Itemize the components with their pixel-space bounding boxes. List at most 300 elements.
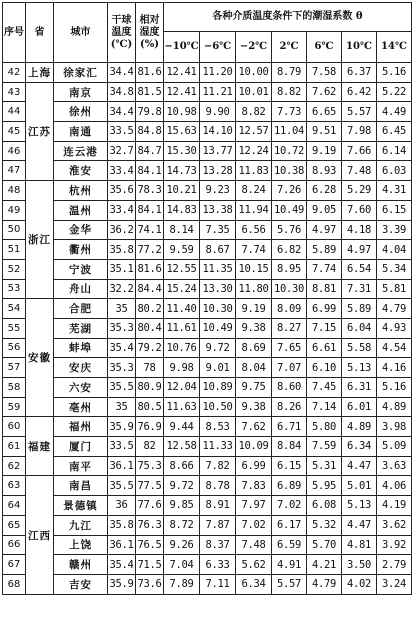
col-header-dry-temp bbox=[108, 3, 136, 63]
row-index: 46 bbox=[3, 141, 26, 161]
rel-humidity-cell: 77.2 bbox=[136, 240, 164, 260]
coef-cell-2: 8.69 bbox=[236, 338, 272, 358]
coef-cell-6: 3.63 bbox=[377, 456, 412, 476]
coef-cell-0: 14.73 bbox=[164, 161, 200, 181]
coef-cell-6: 4.89 bbox=[377, 397, 412, 417]
coef-cell-6: 5.09 bbox=[377, 437, 412, 457]
coef-cell-3: 10.38 bbox=[272, 161, 307, 181]
coef-cell-2: 9.19 bbox=[236, 299, 272, 319]
col-header-temp-6: 14℃ bbox=[377, 32, 412, 63]
coef-cell-2: 6.99 bbox=[236, 456, 272, 476]
dry-temp-cell: 35.4 bbox=[108, 338, 136, 358]
table-body bbox=[3, 63, 412, 595]
coef-cell-0: 12.55 bbox=[164, 259, 200, 279]
province-cell: 上海 bbox=[26, 63, 54, 83]
dry-temp-cell: 35.3 bbox=[108, 318, 136, 338]
coef-cell-5: 3.50 bbox=[342, 555, 377, 575]
coef-cell-1: 13.38 bbox=[200, 200, 236, 220]
coef-cell-6: 5.16 bbox=[377, 63, 412, 83]
rel-humidity-cell: 73.6 bbox=[136, 574, 164, 594]
coef-cell-0: 10.98 bbox=[164, 102, 200, 122]
col-header-temp-4: 6℃ bbox=[307, 32, 342, 63]
dry-temp-cell: 35.8 bbox=[108, 515, 136, 535]
row-index: 52 bbox=[3, 259, 26, 279]
coef-cell-4: 7.58 bbox=[307, 63, 342, 83]
coef-cell-6: 3.92 bbox=[377, 535, 412, 555]
dry-temp-cell: 34.4 bbox=[108, 63, 136, 83]
table-row bbox=[3, 299, 412, 319]
coef-cell-1: 11.20 bbox=[200, 63, 236, 83]
coef-cell-2: 9.75 bbox=[236, 378, 272, 398]
coef-cell-3: 6.59 bbox=[272, 535, 307, 555]
coef-cell-5: 4.02 bbox=[342, 574, 377, 594]
coef-cell-0: 15.24 bbox=[164, 279, 200, 299]
coef-cell-3: 8.79 bbox=[272, 63, 307, 83]
dry-temp-cell: 36.1 bbox=[108, 456, 136, 476]
table-row bbox=[3, 378, 412, 398]
province-cell: 浙江 bbox=[26, 181, 54, 299]
dry-temp-cell: 35.3 bbox=[108, 358, 136, 378]
row-index: 48 bbox=[3, 181, 26, 201]
coef-cell-3: 7.26 bbox=[272, 181, 307, 201]
table-row bbox=[3, 338, 412, 358]
coef-cell-3: 10.49 bbox=[272, 200, 307, 220]
coef-cell-6: 4.49 bbox=[377, 102, 412, 122]
province-cell: 江西 bbox=[26, 476, 54, 594]
row-index: 58 bbox=[3, 378, 26, 398]
coef-cell-0: 10.21 bbox=[164, 181, 200, 201]
coef-cell-5: 6.01 bbox=[342, 397, 377, 417]
coef-cell-6: 4.06 bbox=[377, 476, 412, 496]
coef-cell-5: 5.13 bbox=[342, 496, 377, 516]
row-index: 54 bbox=[3, 299, 26, 319]
table-row bbox=[3, 220, 412, 240]
coef-cell-6: 4.54 bbox=[377, 338, 412, 358]
coef-cell-0: 15.63 bbox=[164, 122, 200, 142]
coef-cell-3: 7.02 bbox=[272, 496, 307, 516]
dry-temp-cell: 35.9 bbox=[108, 417, 136, 437]
coef-cell-6: 5.16 bbox=[377, 378, 412, 398]
row-index: 57 bbox=[3, 358, 26, 378]
rel-humidity-cell: 81.6 bbox=[136, 259, 164, 279]
table-row bbox=[3, 574, 412, 594]
coef-cell-6: 4.16 bbox=[377, 358, 412, 378]
city-cell: 连云港 bbox=[54, 141, 108, 161]
dry-temp-cell: 35.6 bbox=[108, 181, 136, 201]
coef-cell-1: 9.23 bbox=[200, 181, 236, 201]
dry-temp-line1: 干球 bbox=[111, 14, 132, 26]
coef-cell-1: 7.82 bbox=[200, 456, 236, 476]
rel-humidity-cell: 84.1 bbox=[136, 200, 164, 220]
coef-cell-4: 4.21 bbox=[307, 555, 342, 575]
coef-cell-4: 5.80 bbox=[307, 417, 342, 437]
coef-cell-3: 7.07 bbox=[272, 358, 307, 378]
coef-cell-2: 7.74 bbox=[236, 240, 272, 260]
coef-cell-6: 6.45 bbox=[377, 122, 412, 142]
coef-cell-1: 10.30 bbox=[200, 299, 236, 319]
coef-cell-1: 7.87 bbox=[200, 515, 236, 535]
rel-humidity-cell: 81.6 bbox=[136, 63, 164, 83]
coef-cell-6: 6.03 bbox=[377, 161, 412, 181]
coef-cell-2: 11.80 bbox=[236, 279, 272, 299]
coef-cell-0: 9.85 bbox=[164, 496, 200, 516]
rel-humidity-cell: 80.4 bbox=[136, 318, 164, 338]
coef-cell-4: 7.14 bbox=[307, 397, 342, 417]
coef-cell-6: 6.15 bbox=[377, 200, 412, 220]
dry-temp-line3: (℃) bbox=[110, 38, 133, 50]
coef-cell-2: 8.24 bbox=[236, 181, 272, 201]
coef-cell-2: 6.56 bbox=[236, 220, 272, 240]
table-row bbox=[3, 555, 412, 575]
rel-humidity-cell: 84.1 bbox=[136, 161, 164, 181]
coef-cell-2: 8.82 bbox=[236, 102, 272, 122]
coef-cell-4: 5.32 bbox=[307, 515, 342, 535]
table-row bbox=[3, 259, 412, 279]
coef-cell-2: 7.97 bbox=[236, 496, 272, 516]
rel-humidity-cell: 71.5 bbox=[136, 555, 164, 575]
col-header-province: 省 bbox=[26, 3, 54, 63]
rel-humidity-cell: 78 bbox=[136, 358, 164, 378]
city-cell: 吉安 bbox=[54, 574, 108, 594]
row-index: 43 bbox=[3, 82, 26, 102]
coef-cell-5: 7.60 bbox=[342, 200, 377, 220]
rel-humidity-cell: 80.9 bbox=[136, 378, 164, 398]
coef-cell-5: 5.13 bbox=[342, 358, 377, 378]
coef-cell-1: 7.35 bbox=[200, 220, 236, 240]
col-header-index: 序号 bbox=[3, 3, 26, 63]
coef-cell-6: 4.04 bbox=[377, 240, 412, 260]
coef-cell-6: 4.93 bbox=[377, 318, 412, 338]
dry-temp-cell: 36.1 bbox=[108, 535, 136, 555]
row-index: 50 bbox=[3, 220, 26, 240]
humidity-coefficient-table bbox=[2, 2, 412, 595]
coef-cell-4: 6.08 bbox=[307, 496, 342, 516]
city-cell: 南京 bbox=[54, 82, 108, 102]
coef-cell-2: 7.48 bbox=[236, 535, 272, 555]
dry-temp-cell: 35.4 bbox=[108, 555, 136, 575]
coef-cell-5: 7.98 bbox=[342, 122, 377, 142]
city-cell: 九江 bbox=[54, 515, 108, 535]
table-row bbox=[3, 82, 412, 102]
row-index: 59 bbox=[3, 397, 26, 417]
coef-cell-5: 7.66 bbox=[342, 141, 377, 161]
coef-cell-1: 11.33 bbox=[200, 437, 236, 457]
coef-cell-6: 5.22 bbox=[377, 82, 412, 102]
col-header-temp-1: −6℃ bbox=[200, 32, 236, 63]
row-index: 47 bbox=[3, 161, 26, 181]
city-cell: 芜湖 bbox=[54, 318, 108, 338]
coef-cell-1: 11.35 bbox=[200, 259, 236, 279]
dry-temp-cell: 33.4 bbox=[108, 200, 136, 220]
dry-temp-cell: 35.5 bbox=[108, 378, 136, 398]
coef-cell-4: 8.93 bbox=[307, 161, 342, 181]
city-cell: 金华 bbox=[54, 220, 108, 240]
rel-humidity-cell: 75.3 bbox=[136, 456, 164, 476]
table-row bbox=[3, 417, 412, 437]
province-cell: 江苏 bbox=[26, 82, 54, 180]
coef-cell-6: 3.24 bbox=[377, 574, 412, 594]
rel-humidity-cell: 84.4 bbox=[136, 279, 164, 299]
dry-temp-cell: 35.8 bbox=[108, 240, 136, 260]
coef-cell-5: 4.47 bbox=[342, 456, 377, 476]
table-row bbox=[3, 200, 412, 220]
rel-humidity-cell: 82 bbox=[136, 437, 164, 457]
coef-cell-2: 11.83 bbox=[236, 161, 272, 181]
row-index: 63 bbox=[3, 476, 26, 496]
row-index: 66 bbox=[3, 535, 26, 555]
coef-cell-3: 6.89 bbox=[272, 476, 307, 496]
province-cell: 安徽 bbox=[26, 299, 54, 417]
coef-cell-3: 6.82 bbox=[272, 240, 307, 260]
row-index: 60 bbox=[3, 417, 26, 437]
coef-cell-3: 8.27 bbox=[272, 318, 307, 338]
coef-cell-0: 9.72 bbox=[164, 476, 200, 496]
coef-cell-5: 4.81 bbox=[342, 535, 377, 555]
coef-cell-6: 4.31 bbox=[377, 181, 412, 201]
coef-cell-3: 8.95 bbox=[272, 259, 307, 279]
city-cell: 徐州 bbox=[54, 102, 108, 122]
coef-cell-2: 12.24 bbox=[236, 141, 272, 161]
table-row bbox=[3, 102, 412, 122]
city-cell: 蚌埠 bbox=[54, 338, 108, 358]
coef-cell-3: 8.09 bbox=[272, 299, 307, 319]
coef-cell-1: 13.30 bbox=[200, 279, 236, 299]
rel-humidity-cell: 79.2 bbox=[136, 338, 164, 358]
col-header-rel-humidity bbox=[136, 3, 164, 63]
table-row bbox=[3, 358, 412, 378]
rel-humidity-cell: 76.9 bbox=[136, 417, 164, 437]
rel-humidity-cell: 74.1 bbox=[136, 220, 164, 240]
row-index: 62 bbox=[3, 456, 26, 476]
rel-humidity-cell: 80.5 bbox=[136, 397, 164, 417]
coef-cell-4: 6.61 bbox=[307, 338, 342, 358]
coef-cell-6: 4.79 bbox=[377, 299, 412, 319]
city-cell: 徐家汇 bbox=[54, 63, 108, 83]
table-row bbox=[3, 456, 412, 476]
row-index: 53 bbox=[3, 279, 26, 299]
coef-cell-2: 12.57 bbox=[236, 122, 272, 142]
coef-cell-0: 9.59 bbox=[164, 240, 200, 260]
dry-temp-cell: 36.2 bbox=[108, 220, 136, 240]
city-cell: 赣州 bbox=[54, 555, 108, 575]
rel-humidity-cell: 80.2 bbox=[136, 299, 164, 319]
dry-temp-line2: 温度 bbox=[111, 26, 132, 38]
coef-cell-0: 15.30 bbox=[164, 141, 200, 161]
row-index: 68 bbox=[3, 574, 26, 594]
coef-cell-6: 2.79 bbox=[377, 555, 412, 575]
city-cell: 温州 bbox=[54, 200, 108, 220]
coef-cell-4: 6.65 bbox=[307, 102, 342, 122]
coef-cell-0: 12.41 bbox=[164, 82, 200, 102]
row-index: 64 bbox=[3, 496, 26, 516]
coef-cell-0: 14.83 bbox=[164, 200, 200, 220]
city-cell: 南平 bbox=[54, 456, 108, 476]
rel-humidity-line3: (%) bbox=[140, 38, 159, 50]
coef-cell-1: 9.90 bbox=[200, 102, 236, 122]
rel-humidity-line2: 湿度 bbox=[139, 26, 160, 38]
row-index: 67 bbox=[3, 555, 26, 575]
coef-cell-2: 9.38 bbox=[236, 397, 272, 417]
coef-cell-5: 6.34 bbox=[342, 437, 377, 457]
coef-cell-3: 11.04 bbox=[272, 122, 307, 142]
coef-cell-4: 5.70 bbox=[307, 535, 342, 555]
city-cell: 安庆 bbox=[54, 358, 108, 378]
rel-humidity-cell: 84.8 bbox=[136, 122, 164, 142]
table-row bbox=[3, 318, 412, 338]
coef-cell-2: 7.83 bbox=[236, 476, 272, 496]
coef-cell-6: 6.14 bbox=[377, 141, 412, 161]
coef-cell-5: 5.01 bbox=[342, 476, 377, 496]
col-header-temp-3: 2℃ bbox=[272, 32, 307, 63]
city-cell: 亳州 bbox=[54, 397, 108, 417]
coef-cell-4: 7.45 bbox=[307, 378, 342, 398]
coef-cell-6: 5.34 bbox=[377, 259, 412, 279]
coef-cell-0: 11.63 bbox=[164, 397, 200, 417]
table-row bbox=[3, 535, 412, 555]
coef-cell-0: 11.40 bbox=[164, 299, 200, 319]
dry-temp-cell: 33.5 bbox=[108, 122, 136, 142]
coef-cell-1: 14.10 bbox=[200, 122, 236, 142]
city-cell: 南昌 bbox=[54, 476, 108, 496]
coef-cell-3: 8.60 bbox=[272, 378, 307, 398]
coef-cell-0: 9.98 bbox=[164, 358, 200, 378]
coef-cell-5: 6.31 bbox=[342, 378, 377, 398]
coef-cell-6: 3.39 bbox=[377, 220, 412, 240]
city-cell: 南通 bbox=[54, 122, 108, 142]
col-header-temp-5: 10℃ bbox=[342, 32, 377, 63]
coef-cell-2: 9.38 bbox=[236, 318, 272, 338]
coef-cell-1: 11.21 bbox=[200, 82, 236, 102]
coef-cell-5: 5.57 bbox=[342, 102, 377, 122]
coef-cell-1: 8.37 bbox=[200, 535, 236, 555]
coef-cell-1: 13.28 bbox=[200, 161, 236, 181]
coef-cell-3: 10.72 bbox=[272, 141, 307, 161]
coef-cell-3: 10.30 bbox=[272, 279, 307, 299]
coef-cell-4: 4.79 bbox=[307, 574, 342, 594]
coef-cell-1: 8.91 bbox=[200, 496, 236, 516]
dry-temp-cell: 33.4 bbox=[108, 161, 136, 181]
table-row bbox=[3, 240, 412, 260]
coef-cell-4: 6.99 bbox=[307, 299, 342, 319]
coef-cell-0: 7.04 bbox=[164, 555, 200, 575]
coef-cell-6: 3.98 bbox=[377, 417, 412, 437]
coef-cell-4: 9.51 bbox=[307, 122, 342, 142]
coef-cell-0: 8.72 bbox=[164, 515, 200, 535]
row-index: 49 bbox=[3, 200, 26, 220]
coef-cell-1: 8.53 bbox=[200, 417, 236, 437]
coef-cell-2: 8.04 bbox=[236, 358, 272, 378]
city-cell: 舟山 bbox=[54, 279, 108, 299]
table-row bbox=[3, 279, 412, 299]
coef-cell-1: 10.49 bbox=[200, 318, 236, 338]
coef-cell-5: 6.54 bbox=[342, 259, 377, 279]
table-row bbox=[3, 181, 412, 201]
table-row bbox=[3, 397, 412, 417]
coef-cell-2: 11.94 bbox=[236, 200, 272, 220]
coef-cell-5: 5.58 bbox=[342, 338, 377, 358]
dry-temp-cell: 35.1 bbox=[108, 259, 136, 279]
city-cell: 衢州 bbox=[54, 240, 108, 260]
coef-cell-3: 6.17 bbox=[272, 515, 307, 535]
coef-cell-1: 13.77 bbox=[200, 141, 236, 161]
dry-temp-cell: 34.4 bbox=[108, 102, 136, 122]
coef-cell-4: 5.89 bbox=[307, 240, 342, 260]
coef-cell-0: 9.26 bbox=[164, 535, 200, 555]
coef-cell-0: 8.14 bbox=[164, 220, 200, 240]
col-header-temp-0: −10℃ bbox=[164, 32, 200, 63]
table-row bbox=[3, 122, 412, 142]
coef-cell-5: 6.04 bbox=[342, 318, 377, 338]
table-row bbox=[3, 496, 412, 516]
table-row bbox=[3, 161, 412, 181]
coef-cell-4: 7.62 bbox=[307, 82, 342, 102]
col-header-city: 城市 bbox=[54, 3, 108, 63]
city-cell: 合肥 bbox=[54, 299, 108, 319]
row-index: 56 bbox=[3, 338, 26, 358]
city-cell: 上饶 bbox=[54, 535, 108, 555]
coef-cell-4: 5.31 bbox=[307, 456, 342, 476]
coef-cell-0: 12.04 bbox=[164, 378, 200, 398]
dry-temp-cell: 33.5 bbox=[108, 437, 136, 457]
coef-cell-5: 4.47 bbox=[342, 515, 377, 535]
row-index: 61 bbox=[3, 437, 26, 457]
coef-cell-3: 6.15 bbox=[272, 456, 307, 476]
coef-cell-3: 7.65 bbox=[272, 338, 307, 358]
coef-cell-1: 10.89 bbox=[200, 378, 236, 398]
coef-cell-5: 7.48 bbox=[342, 161, 377, 181]
coef-cell-3: 4.91 bbox=[272, 555, 307, 575]
city-cell: 杭州 bbox=[54, 181, 108, 201]
coef-cell-4: 7.15 bbox=[307, 318, 342, 338]
rel-humidity-cell: 81.5 bbox=[136, 82, 164, 102]
row-index: 51 bbox=[3, 240, 26, 260]
coef-cell-2: 7.62 bbox=[236, 417, 272, 437]
coef-cell-0: 11.61 bbox=[164, 318, 200, 338]
coef-cell-1: 9.01 bbox=[200, 358, 236, 378]
city-cell: 淮安 bbox=[54, 161, 108, 181]
coef-cell-0: 12.41 bbox=[164, 63, 200, 83]
coef-cell-5: 6.37 bbox=[342, 63, 377, 83]
coef-cell-5: 5.89 bbox=[342, 299, 377, 319]
dry-temp-cell: 32.7 bbox=[108, 141, 136, 161]
coef-cell-4: 9.05 bbox=[307, 200, 342, 220]
coef-cell-1: 10.50 bbox=[200, 397, 236, 417]
table-row bbox=[3, 476, 412, 496]
coef-cell-5: 6.42 bbox=[342, 82, 377, 102]
coef-cell-4: 6.10 bbox=[307, 358, 342, 378]
city-cell: 宁波 bbox=[54, 259, 108, 279]
dry-temp-cell: 35.5 bbox=[108, 476, 136, 496]
coef-cell-3: 7.73 bbox=[272, 102, 307, 122]
rel-humidity-cell: 77.5 bbox=[136, 476, 164, 496]
province-cell: 福建 bbox=[26, 417, 54, 476]
row-index: 65 bbox=[3, 515, 26, 535]
coef-cell-3: 5.57 bbox=[272, 574, 307, 594]
coef-cell-4: 9.19 bbox=[307, 141, 342, 161]
coef-cell-4: 5.95 bbox=[307, 476, 342, 496]
coef-cell-3: 8.84 bbox=[272, 437, 307, 457]
coef-cell-0: 8.66 bbox=[164, 456, 200, 476]
coef-cell-2: 5.62 bbox=[236, 555, 272, 575]
row-index: 55 bbox=[3, 318, 26, 338]
row-index: 42 bbox=[3, 63, 26, 83]
coef-cell-0: 12.58 bbox=[164, 437, 200, 457]
coef-cell-5: 4.97 bbox=[342, 240, 377, 260]
city-cell: 六安 bbox=[54, 378, 108, 398]
coef-cell-4: 7.74 bbox=[307, 259, 342, 279]
coef-cell-2: 7.02 bbox=[236, 515, 272, 535]
table-row bbox=[3, 63, 412, 83]
